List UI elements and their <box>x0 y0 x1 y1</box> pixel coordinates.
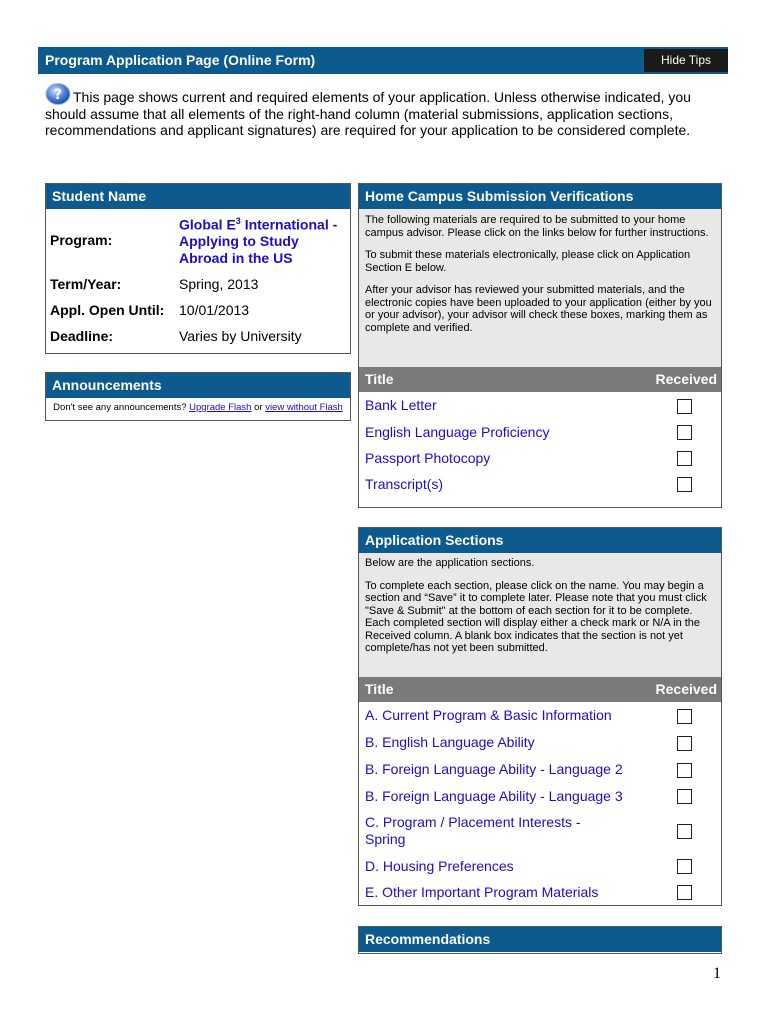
table-row <box>359 729 721 756</box>
home-campus-panel <box>358 183 722 508</box>
table-row <box>359 702 721 729</box>
announcements-header: Announcements <box>46 373 350 398</box>
page-header-bar <box>38 47 728 74</box>
section-b-english-link[interactable]: B. English Language Ability <box>365 734 535 750</box>
help-icon[interactable] <box>45 83 71 105</box>
english-proficiency-link[interactable]: English Language Proficiency <box>365 424 550 440</box>
received-checkbox[interactable] <box>677 709 692 724</box>
open-until-label: Appl. Open Until: <box>50 302 165 318</box>
student-info-table <box>46 209 350 349</box>
section-d-link[interactable]: D. Housing Preferences <box>365 858 514 874</box>
received-checkbox[interactable] <box>677 789 692 804</box>
program-label: Program: <box>50 232 113 248</box>
term-label: Term/Year: <box>50 276 122 292</box>
passport-photocopy-link[interactable]: Passport Photocopy <box>365 450 491 466</box>
student-name-header: Student Name <box>46 184 350 209</box>
table-row <box>359 756 721 783</box>
col-title: Title <box>365 371 394 387</box>
received-checkbox[interactable] <box>677 399 692 414</box>
received-checkbox[interactable] <box>677 859 692 874</box>
received-checkbox[interactable] <box>677 425 692 440</box>
section-c-link[interactable]: C. Program / Placement Interests - Spring <box>365 814 581 847</box>
page-number: 1 <box>713 965 721 982</box>
section-b-language-2-link[interactable]: B. Foreign Language Ability - Language 2 <box>365 761 623 777</box>
deadline-value: Varies by University <box>179 328 302 344</box>
list-item <box>359 392 721 419</box>
application-sections-panel <box>358 527 722 906</box>
col-received: Received <box>655 681 717 697</box>
page-title: Program Application Page (Online Form) <box>45 52 316 68</box>
section-b-language-3-link[interactable]: B. Foreign Language Ability - Language 3 <box>365 788 623 804</box>
bank-letter-link[interactable]: Bank Letter <box>365 397 437 413</box>
received-checkbox[interactable] <box>677 736 692 751</box>
program-value: Global $E^3$ International - Applying to Study Abroad in the US <box>179 215 338 267</box>
announcements-panel <box>45 372 351 421</box>
table-row <box>359 853 721 879</box>
hide-tips-button[interactable]: Hide Tips <box>644 49 728 72</box>
intro-text: This page shows current and required elements of your application. Unless otherwise indicated, you should assume that all elements of the right-hand column (material submissions, application sections, recommendations and applicant signatures) are required for your application to be considered complete. <box>45 89 691 138</box>
announcements-body: Don't see any announcements? Upgrade Flash or view without Flash <box>53 402 343 413</box>
student-info-panel <box>45 183 351 354</box>
upgrade-flash-link[interactable]: Upgrade Flash <box>189 402 252 413</box>
intro-text-block <box>45 83 725 139</box>
deadline-label: Deadline: <box>50 328 114 344</box>
received-checkbox[interactable] <box>677 824 692 839</box>
home-campus-header: Home Campus Submission Verifications <box>359 184 721 209</box>
application-sections-table-header <box>359 677 721 702</box>
col-received: Received <box>655 371 717 387</box>
table-row <box>359 809 721 853</box>
application-sections-description: Below are the application sections. To complete each section, please click on the name. You may begin a section and “Save” it to complete later. Please note that you must click "Save & Submit" at the bottom of each section for it to be complete. Each completed section will display either a check mark or N/A in the Received column. A blank box indicates that the section is not yet complete/has not yet been submitted. <box>359 553 721 677</box>
received-checkbox[interactable] <box>677 763 692 778</box>
received-checkbox[interactable] <box>677 885 692 900</box>
recommendations-panel <box>358 926 722 954</box>
list-item <box>359 471 721 497</box>
section-a-link[interactable]: A. Current Program & Basic Information <box>365 707 612 723</box>
home-campus-table-header <box>359 367 721 392</box>
open-until-value: 10/01/2013 <box>179 302 250 318</box>
svg-text:?: ? <box>53 87 63 103</box>
home-campus-description: The following materials are required to be submitted to your home campus advisor. Please click on the links below for further instructions. To submit these materials electronically, please click on Application Section E below. After your advisor has reviewed your submitted materials, and the electronic copies have been uploaded to your application (either by you or your advisor), your advisor will check these boxes, marking them as complete and verified. <box>359 209 721 367</box>
received-checkbox[interactable] <box>677 477 692 492</box>
received-checkbox[interactable] <box>677 451 692 466</box>
transcripts-link[interactable]: Transcript(s) <box>365 476 444 492</box>
term-value: Spring, 2013 <box>179 276 259 292</box>
section-e-link[interactable]: E. Other Important Program Materials <box>365 884 599 900</box>
recommendations-header: Recommendations <box>359 927 721 952</box>
application-sections-header: Application Sections <box>359 528 721 553</box>
list-item <box>359 419 721 445</box>
list-item <box>359 445 721 471</box>
view-without-flash-link[interactable]: view without Flash <box>265 402 343 413</box>
table-row <box>359 879 721 905</box>
col-title: Title <box>365 681 394 697</box>
table-row <box>359 783 721 809</box>
